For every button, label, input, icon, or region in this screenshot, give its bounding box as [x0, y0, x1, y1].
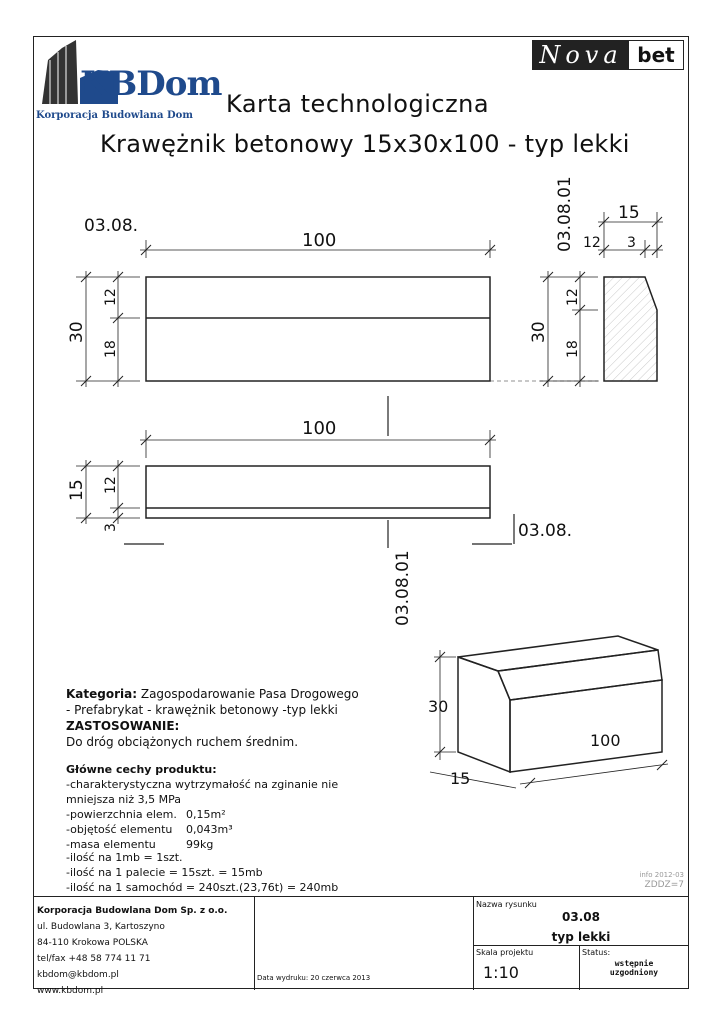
description-block — [66, 686, 396, 750]
plan-length-dim: 100 — [302, 418, 337, 439]
feature-line: mniejsza niż 3,5 MPa — [66, 793, 181, 806]
side-width-right-dim: 3 — [627, 235, 636, 251]
company-email[interactable]: kbdom@kbdom.pl — [37, 970, 119, 980]
plan-view — [76, 430, 514, 548]
logo-subtitle: Korporacja Budowlana Dom — [36, 110, 193, 121]
quantity-line: -ilość na 1 samochód = 240szt.(23,76t) = 240mb — [66, 881, 339, 894]
iso-width-dim: 15 — [450, 769, 471, 788]
scale-value: 1:10 — [483, 963, 519, 982]
scale-label: Skala projektu — [476, 948, 534, 957]
plan-width-dim: 15 — [67, 479, 87, 501]
front-length-dim: 100 — [302, 230, 337, 251]
drawing-name-label: Nazwa rysunku — [476, 900, 537, 909]
category-value: Zagospodarowanie Pasa Drogowego — [137, 687, 359, 701]
front-view — [76, 240, 600, 387]
feature-row — [66, 822, 386, 837]
side-bottom-part-dim: 18 — [565, 340, 581, 358]
feature-value: 0,043m³ — [186, 823, 233, 836]
page-subtitle: Krawężnik betonowy 15x30x100 - typ lekki — [100, 130, 630, 158]
info-line: ZDDZ=7 — [644, 880, 684, 890]
side-width-dim: 15 — [618, 203, 640, 223]
brand-left: Nova — [533, 41, 629, 69]
feature-key: -objętość elementu — [66, 823, 173, 836]
company-info — [33, 897, 255, 996]
print-date: Data wydruku: 20 czerwca 2013 — [257, 974, 371, 982]
status-value — [579, 959, 689, 977]
iso-length-dim: 100 — [590, 731, 621, 750]
quantity-line: -ilość na 1mb = 1szt. — [66, 851, 183, 864]
features-block — [66, 762, 386, 852]
company-address: ul. Budowlana 3, Kartoszyno — [37, 922, 165, 932]
logo-text: KBDom — [80, 64, 222, 104]
status-line: wstępnie — [614, 959, 654, 968]
brand-logo — [532, 40, 684, 70]
drawing-number: 03.08 — [562, 910, 600, 924]
company-website[interactable]: www.kbdom.pl — [37, 986, 104, 996]
page-title: Karta technologiczna — [226, 90, 490, 118]
status-label: Status: — [582, 948, 611, 957]
feature-key: -powierzchnia elem. — [66, 808, 177, 821]
isometric-view — [430, 636, 668, 788]
print-info — [255, 897, 474, 990]
ref-section-alt-label: 03.08. — [518, 521, 573, 541]
side-top-part-dim: 12 — [565, 288, 581, 306]
feature-row — [66, 807, 386, 822]
front-bottom-part-dim: 18 — [103, 340, 119, 358]
drawing-name-cell — [473, 897, 689, 946]
drawing-meta — [473, 897, 689, 990]
company-name: Korporacja Budowlana Dom Sp. z o.o. — [37, 906, 228, 916]
ref-view-label: 03.08.01 — [555, 176, 575, 252]
category-line2: - Prefabrykat - krawężnik betonowy -typ lekki — [66, 703, 338, 717]
plan-part-b-dim: 3 — [103, 523, 119, 532]
drawing-type: typ lekki — [551, 930, 611, 944]
scale-cell — [473, 945, 580, 990]
front-top-part-dim: 12 — [103, 288, 119, 306]
side-height-dim: 30 — [529, 321, 549, 343]
front-height-dim: 30 — [67, 321, 87, 343]
iso-height-dim: 30 — [428, 697, 449, 716]
info-note — [639, 870, 684, 890]
drawing-name-value — [473, 907, 689, 947]
quantities-block — [66, 850, 338, 895]
status-line: uzgodniony — [609, 968, 659, 977]
status-cell — [579, 945, 689, 990]
category-label: Kategoria: — [66, 687, 138, 701]
ref-view-bottom-label: 03.08.01 — [393, 550, 413, 626]
plan-part-a-dim: 12 — [103, 476, 119, 494]
usage-label: ZASTOSOWANIE: — [66, 719, 180, 733]
side-width-left-dim: 12 — [583, 235, 601, 251]
brand-right: bet — [637, 43, 675, 67]
company-address: 84-110 Krokowa POLSKA — [37, 938, 148, 948]
info-line: info 2012-03 — [639, 871, 684, 879]
feature-key: -masa elementu — [66, 838, 156, 851]
feature-value: 99kg — [186, 838, 214, 851]
ref-section-label: 03.08. — [84, 216, 139, 236]
features-title: Główne cechy produktu: — [66, 763, 217, 776]
company-phone: tel/fax +48 58 774 11 71 — [37, 954, 151, 964]
feature-line: -charakterystyczna wytrzymałość na zginanie nie — [66, 778, 339, 791]
title-block — [33, 896, 689, 996]
feature-value: 0,15m² — [186, 808, 226, 821]
quantity-line: -ilość na 1 palecie = 15szt. = 15mb — [66, 866, 263, 879]
usage-value: Do dróg obciążonych ruchem średnim. — [66, 735, 299, 749]
